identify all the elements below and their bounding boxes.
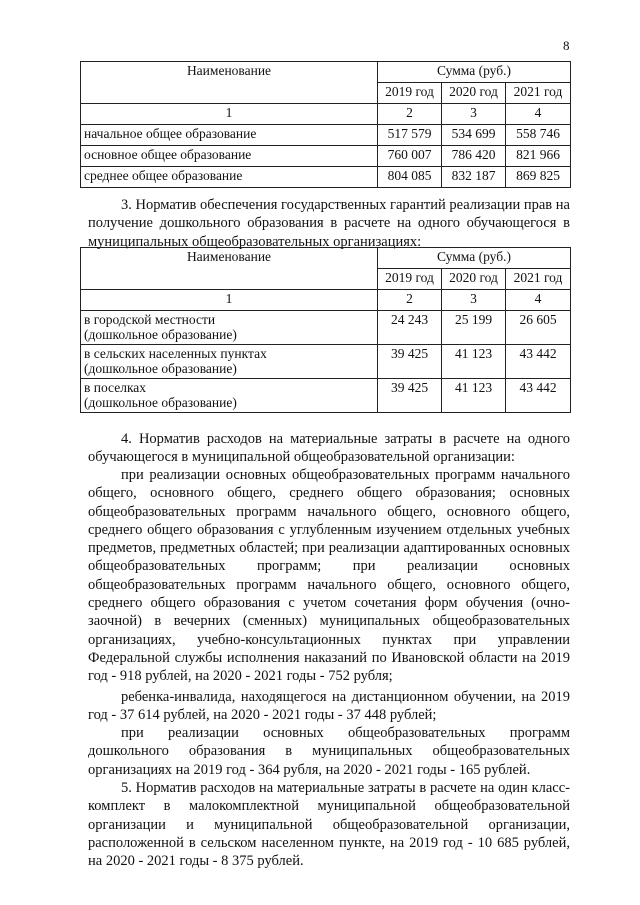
value-2021: 821 966 — [506, 146, 571, 167]
value-2020: 832 187 — [442, 167, 506, 188]
preschool-guarantee-table — [80, 247, 571, 413]
section-4-intro: 4. Норматив расходов на материальные затраты в расчете на одного обучающегося в муниципальной общеобразовательной организации: — [88, 431, 570, 466]
value-2019: 517 579 — [378, 125, 442, 146]
value-2021: 43 442 — [506, 345, 571, 379]
table-row — [81, 125, 571, 146]
value-2021: 558 746 — [506, 125, 571, 146]
table-row — [81, 311, 571, 345]
value-2021: 26 605 — [506, 311, 571, 345]
section-4-item-3: при реализации основных общеобразовательных программ дошкольного образования в муниципальных общеобразовательных организациях на 2019 год - 364 рубля, на 2020 - 2021 годы - 165 рублей. — [88, 725, 570, 778]
row-name — [81, 379, 378, 413]
section-4-item-1: при реализации основных общеобразовательных программ начального общего, основного общего, среднего общего образования; основных общеобразовательных программ начального общего, основного общего, среднего общего образования с углубленным изучением отдельных учебных предметов, предметных областей; при реализации адаптированных основных общеобразовательных программ; при реализации основных общеобразовательных программ начального общего, основного общего, среднего общего образования с учетом сочетания форм обучения (очно-заочной) в вечерних (сменных) муниципальных общеобразовательных организациях, учебно-консультационных пунктах при управлении Федеральной службы исполнения наказаний по Ивановской области на 2019 год - 918 рублей, на 2020 - 2021 годы - 752 рубля; — [88, 467, 570, 685]
column-number: 3 — [442, 104, 506, 125]
value-2020: 786 420 — [442, 146, 506, 167]
row-name-line: в поселках — [84, 380, 147, 395]
value-2020: 41 123 — [442, 379, 506, 413]
section-3-text: 3. Норматив обеспечения государственных гарантий реализации прав на получение дошкольного образования в расчете на одного обучающегося в муниципальных общеобразовательных организациях: — [88, 197, 570, 250]
table-row — [81, 345, 571, 379]
row-name: основное общее образование — [81, 146, 378, 167]
table-row — [81, 167, 571, 188]
row-name-line: (дошкольное образование) — [84, 395, 237, 410]
table-row — [81, 146, 571, 167]
header-name: Наименование — [81, 248, 378, 290]
column-number: 3 — [442, 290, 506, 311]
section-5-text: 5. Норматив расходов на материальные затраты в расчете на один класс-комплект в малокомплектной муниципальной общеобразовательной организации и муниципальной общеобразовательной организации, расположенной в сельском населенном пункте, на 2019 год - 10 685 рублей, на 2020 - 2021 годы - 8 375 рублей. — [88, 780, 570, 870]
header-year: 2020 год — [442, 83, 506, 104]
row-name-line: (дошкольное образование) — [84, 327, 237, 342]
row-name-line: в городской местности — [84, 312, 216, 327]
education-cost-table — [80, 61, 571, 188]
page-number: 8 — [563, 38, 570, 53]
header-year: 2020 год — [442, 269, 506, 290]
row-name: начальное общее образование — [81, 125, 378, 146]
section-4-item-2: ребенка-инвалида, находящегося на дистанционном обучении, на 2019 год - 37 614 рублей, на 2020 - 2021 годы - 37 448 рублей; — [88, 689, 570, 724]
column-number: 4 — [506, 290, 571, 311]
row-name-line: в сельских населенных пунктах — [84, 346, 267, 361]
value-2019: 39 425 — [378, 379, 442, 413]
header-year: 2021 год — [506, 83, 571, 104]
header-name: Наименование — [81, 62, 378, 104]
header-year: 2019 год — [378, 269, 442, 290]
row-name — [81, 345, 378, 379]
value-2019: 804 085 — [378, 167, 442, 188]
column-number: 2 — [378, 104, 442, 125]
header-year: 2019 год — [378, 83, 442, 104]
value-2019: 39 425 — [378, 345, 442, 379]
column-number: 4 — [506, 104, 571, 125]
column-number: 2 — [378, 290, 442, 311]
value-2019: 24 243 — [378, 311, 442, 345]
value-2020: 41 123 — [442, 345, 506, 379]
row-name-line: (дошкольное образование) — [84, 361, 237, 376]
value-2021: 869 825 — [506, 167, 571, 188]
value-2019: 760 007 — [378, 146, 442, 167]
row-name: среднее общее образование — [81, 167, 378, 188]
header-sum: Сумма (руб.) — [378, 248, 571, 269]
table-row — [81, 379, 571, 413]
value-2020: 534 699 — [442, 125, 506, 146]
column-number: 1 — [81, 104, 378, 125]
header-sum: Сумма (руб.) — [378, 62, 571, 83]
value-2021: 43 442 — [506, 379, 571, 413]
header-year: 2021 год — [506, 269, 571, 290]
row-name — [81, 311, 378, 345]
column-number: 1 — [81, 290, 378, 311]
value-2020: 25 199 — [442, 311, 506, 345]
